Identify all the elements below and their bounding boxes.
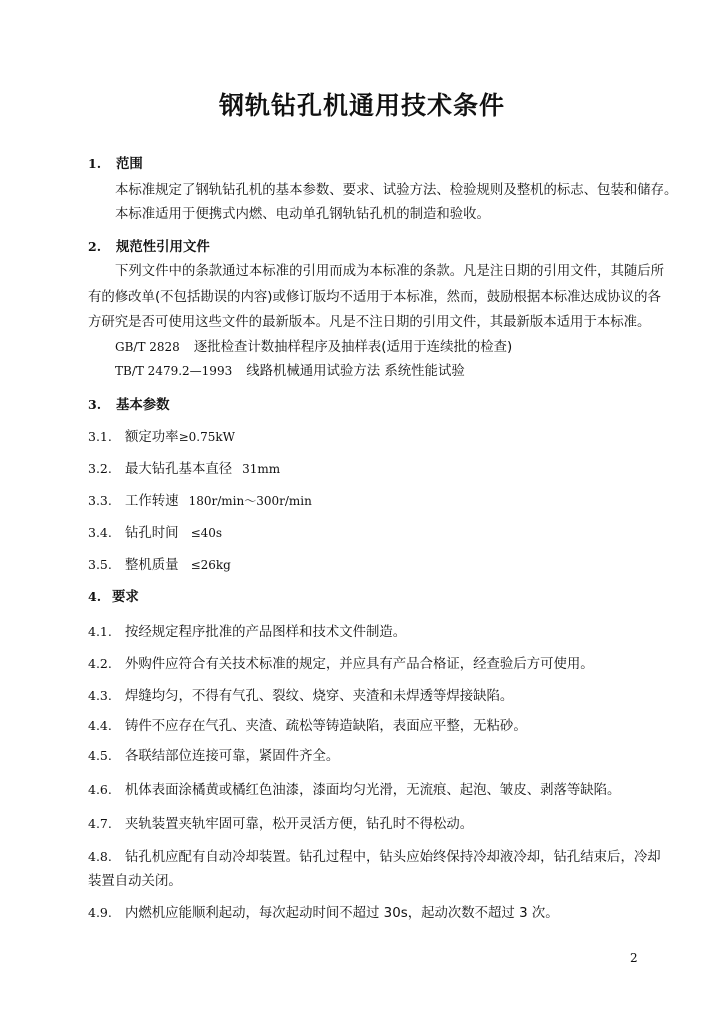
section-title: 要求: [112, 590, 139, 605]
item-number: 4.1.: [88, 624, 112, 639]
item-number: 4.6.: [88, 782, 112, 797]
item-number: 3.4.: [88, 525, 112, 540]
item-number: 4.2.: [88, 656, 112, 671]
requirement-item: [88, 904, 559, 923]
requirement-text: 钻孔机应配有自动冷却装置。钻孔过程中，钻头应始终保持冷却液冷却，钻孔结束后，冷却: [125, 850, 661, 865]
item-number: 4.4.: [88, 718, 112, 733]
parameter-item: [88, 524, 222, 543]
item-number: 4.3.: [88, 688, 112, 703]
section-number: 4.: [88, 589, 102, 604]
paragraph-line: 方研究是否可使用这些文件的最新版本。凡是不注日期的引用文件，其最新版本适用于本标准。: [88, 315, 651, 330]
reference-title: 线路机械通用试验方法 系统性能试验: [246, 364, 465, 379]
page-number: 2: [630, 951, 638, 965]
reference-item: [115, 362, 465, 381]
requirement-text: 机体表面涂橘黄或橘红色油漆，漆面均匀光滑，无流痕、起泡、皱皮、剥落等缺陷。: [125, 783, 621, 798]
parameter-item: [88, 556, 231, 575]
item-number: 3.2.: [88, 461, 112, 476]
requirement-text: 夹轨装置夹轨牢固可靠，松开灵活方便，钻孔时不得松动。: [125, 817, 474, 832]
paragraph: 本标准规定了钢轨钻孔机的基本参数、要求、试验方法、检验规则及整机的标志、包装和储存。: [115, 183, 678, 198]
requirement-item: [88, 687, 513, 706]
paragraph-line: 下列文件中的条款通过本标准的引用而成为本标准的条款。凡是注日期的引用文件，其随后所: [115, 264, 665, 279]
parameter-item: [88, 492, 312, 511]
parameter-label: 工作转速: [125, 494, 179, 509]
section-title: 范围: [116, 157, 143, 172]
parameter-label: 整机质量: [125, 558, 179, 573]
section-number: 3.: [88, 397, 102, 412]
parameter-label: 额定功率: [125, 430, 179, 445]
requirement-item: [88, 655, 594, 674]
requirement-text: 内燃机应能顺利起动，每次起动时间不超过 30s，起动次数不超过 3 次。: [125, 906, 559, 921]
item-number: 4.8.: [88, 849, 112, 864]
requirement-item: [88, 623, 406, 642]
item-number: 4.5.: [88, 748, 112, 763]
section-title: 规范性引用文件: [116, 240, 210, 255]
requirement-text: 焊缝均匀，不得有气孔、裂纹、烧穿、夹渣和未焊透等焊接缺陷。: [125, 689, 514, 704]
parameter-value: 31mm: [242, 462, 281, 476]
item-number: 3.5.: [88, 557, 112, 572]
parameter-label: 钻孔时间: [125, 526, 179, 541]
parameter-value: 180r/min～300r/min: [188, 494, 312, 508]
reference-code: TB/T 2479.2—1993: [115, 364, 233, 378]
parameter-item: [88, 460, 280, 479]
paragraph: 本标准适用于便携式内燃、电动单孔钢轨钻孔机的制造和验收。: [115, 207, 490, 222]
parameter-value: ≥0.75kW: [178, 430, 235, 444]
requirement-text: 按经规定程序批准的产品图样和技术文件制造。: [125, 625, 407, 640]
item-number: 3.1.: [88, 429, 112, 444]
parameter-label: 最大钻孔基本直径: [125, 462, 233, 477]
paragraph-line: 有的修改单(不包括勘误的内容)或修订版均不适用于本标准，然而，鼓励根据本标准达成协议的各: [88, 290, 661, 305]
reference-item: [115, 338, 512, 357]
requirement-item: [88, 781, 620, 800]
requirement-continuation: 装置自动关闭。: [88, 874, 182, 889]
requirement-item: [88, 815, 473, 834]
parameter-value: ≤40s: [190, 526, 223, 540]
document-title: 钢轨钻孔机通用技术条件: [218, 91, 505, 120]
section-2-heading: [88, 238, 210, 257]
item-number: 3.3.: [88, 493, 112, 508]
section-title: 基本参数: [116, 398, 170, 413]
requirement-text: 外购件应符合有关技术标准的规定，并应具有产品合格证，经查验后方可使用。: [125, 657, 594, 672]
requirement-item: [88, 717, 527, 736]
requirement-item: [88, 848, 661, 867]
section-3-heading: [88, 396, 170, 415]
section-4-heading: [88, 588, 139, 607]
requirement-text: 铸件不应存在气孔、夹渣、疏松等铸造缺陷，表面应平整，无粘砂。: [125, 719, 527, 734]
requirement-item: [88, 747, 339, 766]
reference-title: 逐批检查计数抽样程序及抽样表(适用于连续批的检查): [193, 340, 513, 355]
reference-code: GB/T 2828: [115, 340, 180, 354]
requirement-text: 各联结部位连接可靠，紧固件齐全。: [125, 749, 340, 764]
section-1-heading: [88, 155, 143, 174]
section-number: 1.: [88, 156, 102, 171]
item-number: 4.9.: [88, 905, 112, 920]
section-number: 2.: [88, 239, 102, 254]
item-number: 4.7.: [88, 816, 112, 831]
parameter-value: ≤26kg: [190, 558, 231, 572]
parameter-item: [88, 428, 235, 447]
